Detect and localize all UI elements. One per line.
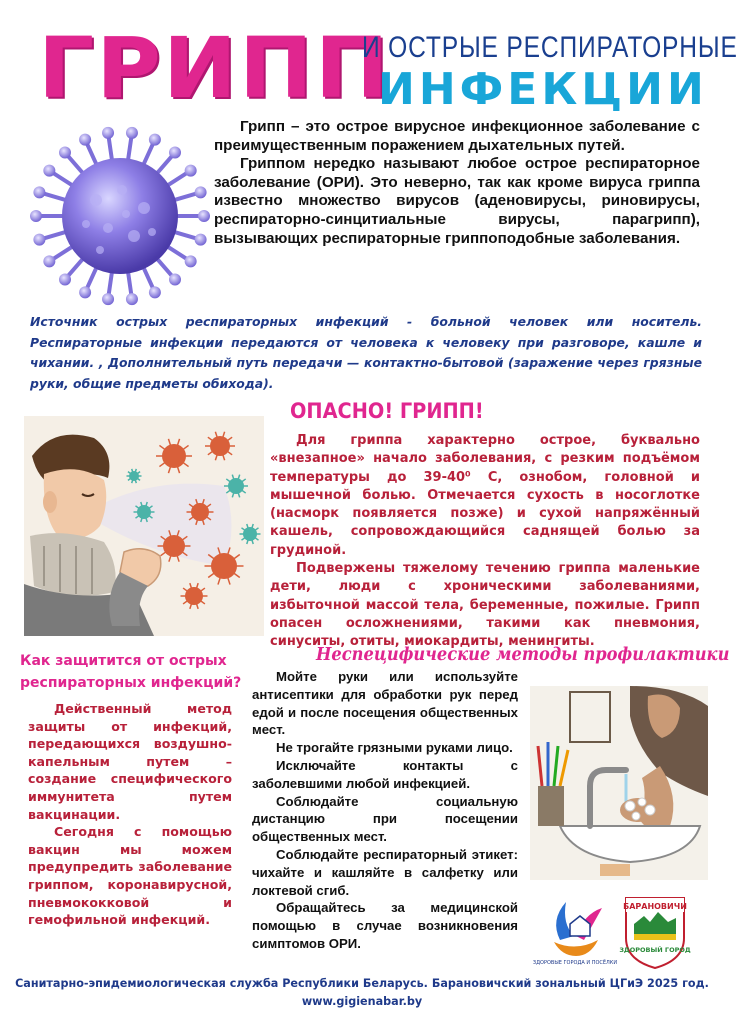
- logo2-top-text: БАРАНОВИЧИ: [623, 902, 687, 911]
- prevention-item: Мойте руки или используйте антисептики для обработки рук перед едой и после посещения общественных мест.: [252, 669, 518, 738]
- virus-illustration: [26, 120, 214, 308]
- danger-paragraph-1: Для гриппа характерно острое, буквально «внезапное» начало заболевания, с резким подъёмом температуры до 39-40⁰ С, ознобом, головной и мышечной болью. Отмечается сухость в носоглотке (насморк появляется позже) и сухой напряжённый кашель, сопровождающийся саднящей болью за грудиной.: [270, 433, 700, 558]
- prevention-item: Не трогайте грязными руками лицо.: [276, 740, 513, 756]
- prevention-list: [252, 668, 518, 953]
- infection-source-text: Источник острых респираторных инфекций - больной человек или носитель. Респираторные инфекции передаются от человека к человеку при разговоре, кашле и чихании. , Дополнительный путь передачи — контактно-бытовой (заражение через грязные руки, общие предметы обихода).: [30, 314, 702, 391]
- protection-paragraph-1: Действенный метод защиты от инфекций, передающихся воздушно-капельным путем – создание специфического иммунитета путем вакцинации.: [28, 701, 232, 822]
- prevention-item: Соблюдайте респираторный этикет: чихайте и кашляйте в салфетку или локтевой сгиб.: [252, 846, 518, 898]
- danger-paragraph-2: Подвержены тяжелому течению гриппа маленькие дети, люди с хроническими заболеваниями, избыточной массой тела, беременные, пожилые. Грипп опасен осложнениями, такими как пневмония, синуситы, отиты, миокардиты, менингиты.: [270, 561, 700, 650]
- danger-heading: ОПАСНО! ГРИПП!: [290, 399, 484, 423]
- protection-heading: Как защитится от острых респираторных инфекций?: [20, 653, 242, 691]
- logo2-bottom-text: ЗДОРОВЫЙ ГОРОД: [619, 946, 691, 954]
- logo1-text: ЗДОРОВЫЕ ГОРОДА И ПОСЁЛКИ: [532, 960, 618, 966]
- prevention-heading: Неспецифические методы профилактики: [316, 645, 730, 665]
- poster-title: ГРИПП: [38, 19, 391, 117]
- protection-paragraph-2: Сегодня с помощью вакцин мы можем предупредить заболевание гриппом, коронавирусной, пневмококковой и гемофильной инфекций.: [28, 824, 232, 928]
- footer: [0, 975, 724, 1011]
- protection-text: [28, 700, 232, 929]
- poster-subtitle-line1: И ОСТРЫЕ РЕСПИРАТОРНЫЕ: [362, 31, 738, 64]
- intro-text: [214, 118, 700, 248]
- poster-subtitle-line2: ИНФЕКЦИИ: [378, 64, 708, 115]
- danger-text: [270, 432, 700, 652]
- footer-website[interactable]: www.gigienabar.by: [301, 995, 423, 1008]
- healthy-cities-logo: [532, 896, 618, 968]
- intro-paragraph-1: Грипп – это острое вирусное инфекционное заболевание с преимущественным поражением дыхательных путей.: [214, 118, 700, 154]
- prevention-item: Обращайтесь за медицинской помощью в случае возникновения симптомов ОРИ.: [252, 900, 518, 951]
- footer-organization: Санитарно-эпидемиологическая служба Республики Беларусь. Барановичский зональный ЦГиЭ 2025 год.: [15, 977, 709, 990]
- hand-washing-illustration: [530, 686, 708, 880]
- prevention-item: Соблюдайте социальную дистанцию при посещении общественных мест.: [252, 793, 518, 845]
- baranovichi-healthy-city-logo: [620, 894, 690, 970]
- coughing-person-illustration: [24, 416, 264, 636]
- prevention-item: Исключайте контакты с заболевшими любой инфекцией.: [252, 757, 518, 791]
- intro-paragraph-2: Гриппом нередко называют любое острое респираторное заболевание (ОРИ). Это неверно, так как кроме вируса гриппа известно множество вирусов (аденовирусы, риновирусы, респираторно-синцитиальные вирусы, парагрипп), вызывающих респираторные гриппоподобные заболевания.: [214, 155, 700, 247]
